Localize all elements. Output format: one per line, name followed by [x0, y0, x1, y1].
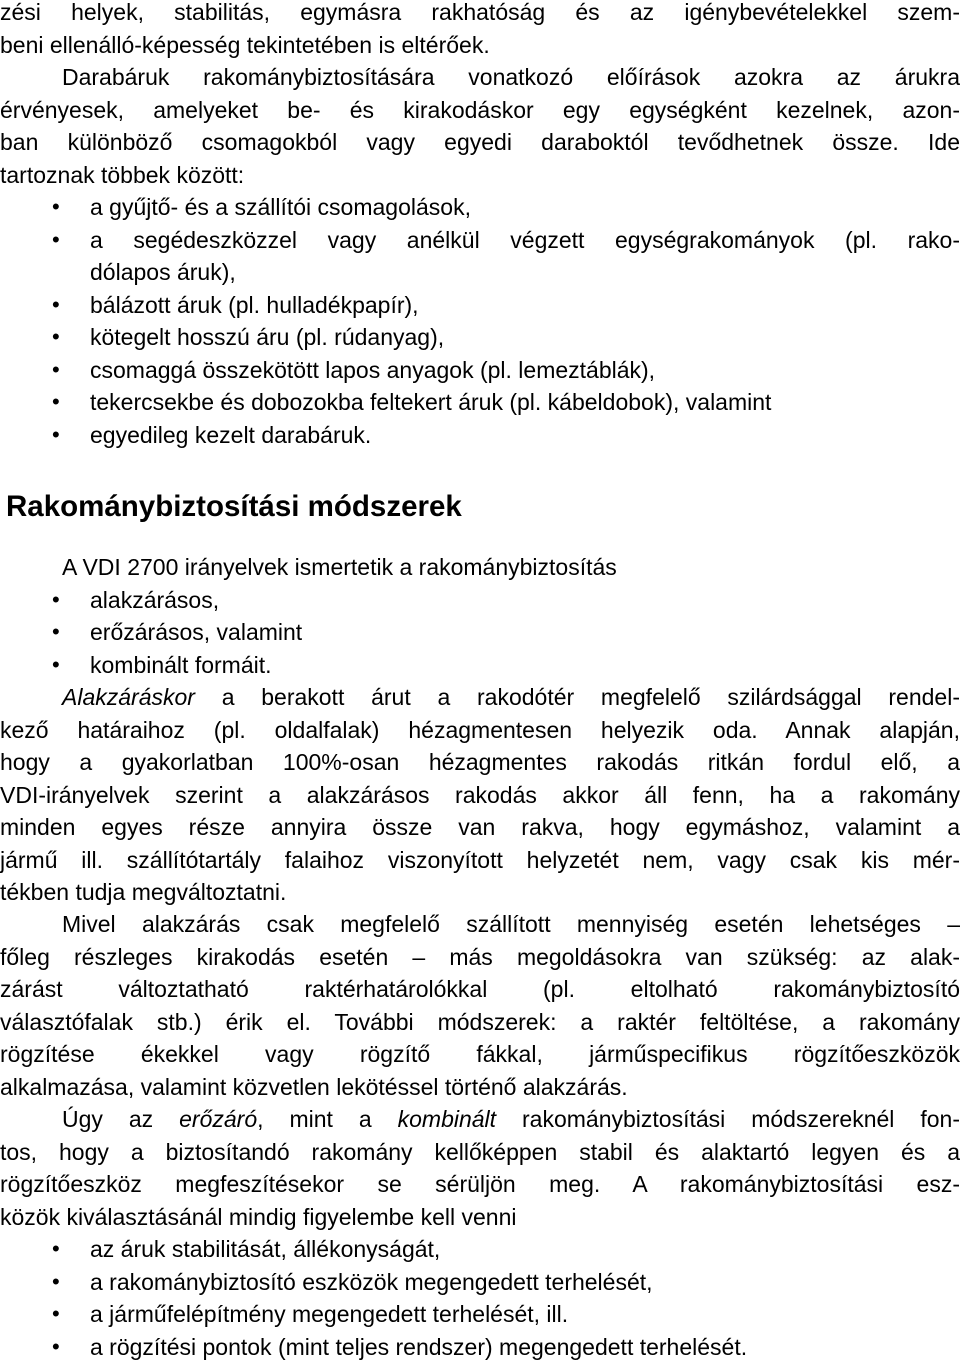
- paragraph-darabaruk: [0, 61, 960, 191]
- list-item-text: az áruk stabilitását, állékonyságát,: [90, 1233, 960, 1266]
- emphasis-term: kombinált: [398, 1106, 496, 1132]
- list-item-text: kötegelt hosszú áru (pl. rúdanyag),: [90, 321, 960, 354]
- text-line: rögzítőeszköz megfeszítésekor se sérüljön meg. A rakománybiztosítási esz-: [0, 1168, 960, 1201]
- list-item-text: erőzárásos, valamint: [90, 616, 960, 649]
- list-item-text: a rakománybiztosító eszközök megengedett terhelését,: [90, 1266, 960, 1299]
- list-item: [0, 321, 960, 354]
- list-item-continuation: dólapos áruk),: [0, 256, 960, 289]
- text-line: minden egyes része annyira össze van rakva, hogy egymáshoz, valamint a: [0, 811, 960, 844]
- bullet-icon: •: [52, 1266, 90, 1299]
- list-item-text: a járműfelépítmény megengedett terhelését, ill.: [90, 1298, 960, 1331]
- list-item: [0, 649, 960, 682]
- text-line: választófalak stb.) érik el. További módszerek: a raktér feltöltése, a rakomány: [0, 1006, 960, 1039]
- text-span: Úgy az: [62, 1106, 179, 1132]
- text-line: rögzítése ékekkel vagy rögzítő fákkal, járműspecifikus rögzítőeszközök: [0, 1038, 960, 1071]
- bullet-list-cargo-types: [0, 191, 960, 451]
- emphasis-term: Alakzáráskor: [62, 684, 195, 710]
- text-line: érvényesek, amelyeket be- és kirakodáskor egy egységként kezelnek, azon-: [0, 94, 960, 127]
- text-line: jármű ill. szállítótartály falaihoz viszonyított helyzetét nem, vagy csak kis mér-: [0, 844, 960, 877]
- bullet-icon: •: [52, 584, 90, 617]
- text-span: a berakott árut a rakodótér megfelelő szilárdsággal rendel-: [195, 684, 960, 710]
- text-line: ban különböző csomagokból vagy egyedi daraboktól tevődhetnek össze. Ide: [0, 126, 960, 159]
- list-item: [0, 289, 960, 322]
- text-line: Darabáruk rakománybiztosítására vonatkozó előírások azokra az árukra: [0, 61, 960, 94]
- text-line: hogy a gyakorlatban 100%-osan hézagmentes rakodás ritkán fordul elő, a: [0, 746, 960, 779]
- text-line: főleg részleges kirakodás esetén – más megoldásokra van szükség: az alak-: [0, 941, 960, 974]
- paragraph-continuation: [0, 0, 960, 61]
- text-line: beni ellenálló-képesség tekintetében is eltérőek.: [0, 29, 960, 62]
- bullet-icon: •: [52, 649, 90, 682]
- list-item-text: bálázott áruk (pl. hulladékpapír),: [90, 289, 960, 322]
- text-span: rakománybiztosítási módszereknél fon-: [496, 1106, 960, 1132]
- bullet-icon: •: [52, 1233, 90, 1266]
- list-item: [0, 1266, 960, 1299]
- list-item-text: csomaggá összekötött lapos anyagok (pl. lemeztáblák),: [90, 354, 960, 387]
- list-item: [0, 354, 960, 387]
- text-line: A VDI 2700 irányelvek ismertetik a rakománybiztosítás: [0, 551, 960, 584]
- text-line: Mivel alakzárás csak megfelelő szállított mennyiség esetén lehetséges –: [0, 908, 960, 941]
- bullet-icon: •: [52, 419, 90, 452]
- list-item: [0, 224, 960, 257]
- list-item-text: tekercsekbe és dobozokba feltekert áruk (pl. kábeldobok), valamint: [90, 386, 960, 419]
- list-item: [0, 419, 960, 452]
- bullet-icon: •: [52, 354, 90, 387]
- section-heading: Rakománybiztosítási módszerek: [6, 489, 462, 525]
- text-line: közök kiválasztásánál mindig figyelembe kell venni: [0, 1201, 960, 1234]
- list-item: [0, 191, 960, 224]
- bullet-icon: •: [52, 386, 90, 419]
- list-item: [0, 1233, 960, 1266]
- bullet-icon: •: [52, 289, 90, 322]
- paragraph-mivel: [0, 908, 960, 1103]
- section-intro: [0, 551, 960, 681]
- list-item: [0, 616, 960, 649]
- bullet-icon: •: [52, 191, 90, 224]
- paragraph-alakzaras: [0, 681, 960, 909]
- bullet-icon: •: [52, 1298, 90, 1331]
- text-line: alkalmazása, valamint közvetlen lekötéssel történő alakzárás.: [0, 1071, 960, 1104]
- text-line: [0, 681, 960, 714]
- emphasis-term: erőzáró: [179, 1106, 257, 1132]
- paragraph-ugy-az: [0, 1103, 960, 1233]
- text-line: zési helyek, stabilitás, egymásra rakhatóság és az igénybevételekkel szem-: [0, 0, 960, 29]
- list-item-text: a gyűjtő- és a szállítói csomagolások,: [90, 191, 960, 224]
- list-item-text: alakzárásos,: [90, 584, 960, 617]
- text-span: , mint a: [257, 1106, 398, 1132]
- list-item: [0, 1331, 960, 1363]
- bullet-list-considerations: [0, 1233, 960, 1363]
- list-item-text: a rögzítési pontok (mint teljes rendszer) megengedett terhelését.: [90, 1331, 960, 1363]
- text-line: kező határaihoz (pl. oldalfalak) hézagmentesen helyezik oda. Annak alapján,: [0, 714, 960, 747]
- list-item: [0, 386, 960, 419]
- list-item-text: a segédeszközzel vagy anélkül végzett egységrakományok (pl. rako-: [90, 224, 960, 257]
- list-item: [0, 1298, 960, 1331]
- text-line: zárást változtatható raktérhatárolókkal (pl. eltolható rakománybiztosító: [0, 973, 960, 1006]
- list-item-text: kombinált formáit.: [90, 649, 960, 682]
- text-line: VDI-irányelvek szerint a alakzárásos rakodás akkor áll fenn, ha a rakomány: [0, 779, 960, 812]
- text-line: tos, hogy a biztosítandó rakomány kellőképpen stabil és alaktartó legyen és a: [0, 1136, 960, 1169]
- list-item-text: egyedileg kezelt darabáruk.: [90, 419, 960, 452]
- text-line: [0, 1103, 960, 1136]
- text-line: tartoznak többek között:: [0, 159, 960, 192]
- bullet-icon: •: [52, 321, 90, 354]
- text-line: tékben tudja megváltoztatni.: [0, 876, 960, 909]
- bullet-icon: •: [52, 616, 90, 649]
- bullet-icon: •: [52, 1331, 90, 1363]
- list-item: [0, 584, 960, 617]
- bullet-icon: •: [52, 224, 90, 257]
